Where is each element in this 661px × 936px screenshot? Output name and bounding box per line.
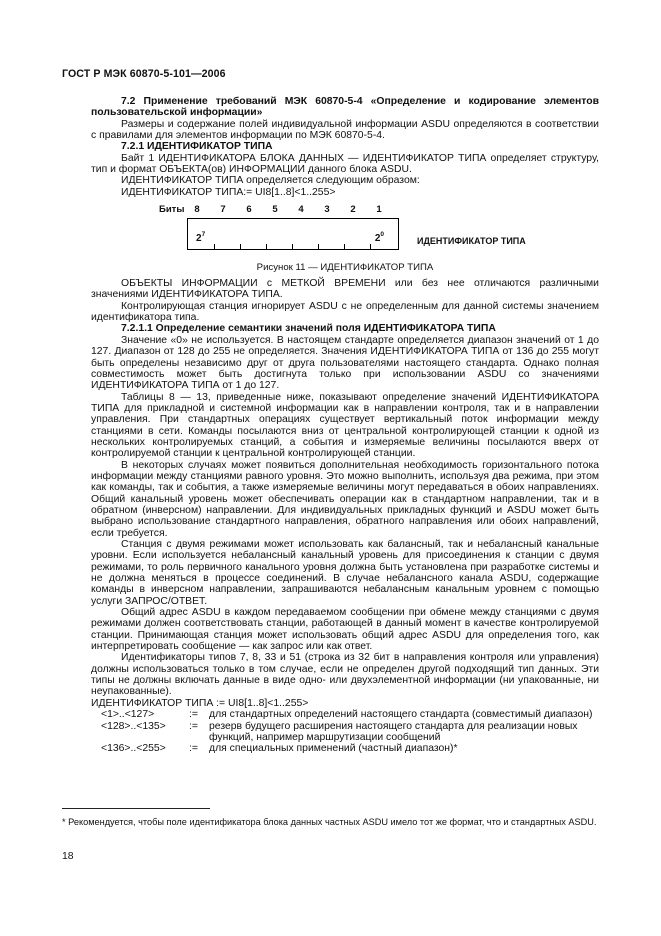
body-paragraph: Значение «0» не используется. В настоящем стандарте определяется диапазон значений от 1 до 127. Диапазон от 128 до 255 не определяется. Значения ИДЕНТИФИКАТОРА ТИПА от 136 до 255 могут быть определены независимо друг от друга пользователями настоящего стандарта. Однако полная совместимость может быть достигнута только при использовании ASDU со значениями ИДЕНТИФИКАТОРА ТИПА от 1 до 127. — [91, 334, 599, 392]
definition-text: для стандартных определений настоящего стандарта (совместимый диапазон) — [209, 709, 593, 721]
footnote: * Рекомендуется, чтобы поле идентификатора блока данных частных ASDU имело тот же формат, что и стандартных ASDU. — [62, 817, 597, 827]
body-paragraph: Таблицы 8 — 13, приведенные ниже, показывают определение значений ИДЕНТИФИКАТОРА ТИПА для прикладной и системной информации как в направлении контроля, так и в направлении управления. При стандартных операциях существует вертикальный поток информации между станциями в сети. Команды посылаются вниз от центральной контролирующей станции к одной из нескольких контролируемых станций, а события и измеряемые величины посылаются вверх от контролируемой станции к центральной контролирующей станции. — [91, 391, 599, 460]
footnote-divider — [62, 808, 210, 809]
main-text-column — [91, 96, 599, 755]
body-paragraph: Идентификаторы типов 7, 8, 33 и 51 (строка из 32 бит в направления контроля или управления) должны использоваться только в том случае, если не определен другой подходящий тип данных. Эти типы не должны включать данные в виде одно- или двухэлементной информации (ни упакованные, ни неупакованные). — [91, 652, 599, 698]
definition-operator: := — [189, 720, 198, 732]
bit-divider-tick — [318, 244, 319, 249]
figure-11 — [91, 202, 599, 276]
section-7-2-1-1-title: 7.2.1.1 Определение семантики значений поля ИДЕНТИФИКАТОРА ТИПА — [121, 323, 496, 335]
lsb-weight: $2^0$ — [374, 231, 384, 245]
bit-number: 8 — [194, 204, 200, 216]
bit-divider-tick — [370, 244, 371, 249]
section-7-2-title: 7.2 Применение требований МЭК 60870-5-4 «Определение и кодирование элементов пользовательской информации» — [91, 96, 599, 119]
definition-operator: := — [189, 743, 198, 755]
type-identifier-octet-box — [187, 218, 399, 250]
section-7-2-1-body: Байт 1 ИДЕНТИФИКАТОРА БЛОКА ДАННЫХ — ИДЕНТИФИКАТОР ТИПА определяет структуру, тип и формат ОБЪЕКТА(ов) ИНФОРМАЦИИ данного блока ASDU. — [91, 152, 599, 176]
definition-code: <128>..<135> — [101, 720, 166, 732]
bits-label: Биты — [159, 204, 185, 216]
definition-row — [91, 721, 599, 744]
bit-divider-tick — [214, 244, 215, 249]
bit-number: 2 — [350, 204, 356, 216]
figure-caption: Рисунок 11 — ИДЕНТИФИКАТОР ТИПА — [256, 262, 434, 274]
page-number: 18 — [62, 851, 74, 862]
body-paragraph: Общий адрес ASDU в каждом передаваемом сообщении при обмене между станциями с двумя режимами должен соответствовать станции, работающей в данный момент в качестве контролируемой станции. Принимающая станция может использовать общий адрес ASDU для определения того, как интерпретировать сообщение — как запрос или как ответ. — [91, 607, 599, 653]
bit-divider-tick — [344, 244, 345, 249]
bit-number: 7 — [220, 204, 226, 216]
definition-code: <1>..<127> — [101, 709, 155, 721]
bit-number: 1 — [376, 204, 382, 216]
definition-operator: := — [189, 709, 198, 721]
section-7-2-body: Размеры и содержание полей индивидуальной информации ASDU определяются в соответствии с правилами для элементов информации по МЭК 60870-5-4. — [91, 118, 599, 142]
definition-code: <136>..<255> — [101, 743, 166, 755]
bit-number: 3 — [324, 204, 330, 216]
type-identifier-field-label: ИДЕНТИФИКАТОР ТИПА — [417, 236, 526, 247]
after-figure-paragraph-1: ОБЪЕКТЫ ИНФОРМАЦИИ с МЕТКОЙ ВРЕМЕНИ или без нее отличаются различными значениями ИДЕНТИФИКАТОРА ТИПА. — [91, 278, 599, 301]
definition-row — [91, 743, 599, 754]
after-figure-paragraph-2: Контролирующая станция игнорирует ASDU с не определенным для данной системы значением идентификатора типа. — [91, 300, 599, 324]
definition-text: для специальных применений (частный диапазон)* — [209, 743, 458, 755]
section-7-2-1-formula: ИДЕНТИФИКАТОР ТИПА:= UI8[1..8]<1..255> — [121, 186, 336, 198]
body-paragraph: Станция с двумя режимами может использовать как балансный, так и небалансный канальные уровни. Если используется небалансный канальный уровень для присоединения к станции с двумя режимами, то роль первичного канального уровня должна быть установлена при разработке системы и не должна меняться в процессе соединений. В случае небалансного канала ASDU, содержащие команды в инверсном направлении, запрашиваются небалансным канальным уровнем с помощью услуги ЗАПРОС/ОТВЕТ. — [91, 539, 599, 607]
bit-divider-tick — [266, 244, 267, 249]
bit-number: 6 — [246, 204, 252, 216]
bit-number: 4 — [298, 204, 304, 216]
body-paragraph: В некоторых случаях может появиться дополнительная необходимость горизонтального потока информации между станциями равного уровня. Это можно выполнить, используя два режима, при этом как команды, так и события, а также измеряемые величины могут передаваться в обоих направлениях. Общий канальный уровень может обеспечивать операции как в стандартном направлении, так и в обратном (инверсном) направлении. Для индивидуальных прикладных функций и ASDU может быть выбрано использование стандартного направления, обратного направления или обоих направлений, если требуется. — [91, 459, 599, 539]
document-header: ГОСТ Р МЭК 60870-5-101—2006 — [62, 68, 226, 80]
section-7-2-1-defined: ИДЕНТИФИКАТОР ТИПА определяется следующим образом: — [121, 175, 420, 187]
bit-divider-tick — [292, 244, 293, 249]
msb-weight: $2^7$ — [196, 231, 206, 245]
bit-divider-tick — [240, 244, 241, 249]
type-identifier-formula: ИДЕНТИФИКАТОР ТИПА := UI8[1..8]<1..255> — [91, 697, 309, 709]
definition-row — [91, 709, 599, 720]
definition-text: резерв будущего расширения настоящего стандарта для реализации новых функций, например маршрутизации сообщений — [209, 720, 578, 743]
section-7-2-1-title: 7.2.1 ИДЕНТИФИКАТОР ТИПА — [121, 141, 273, 153]
bit-number: 5 — [272, 204, 278, 216]
